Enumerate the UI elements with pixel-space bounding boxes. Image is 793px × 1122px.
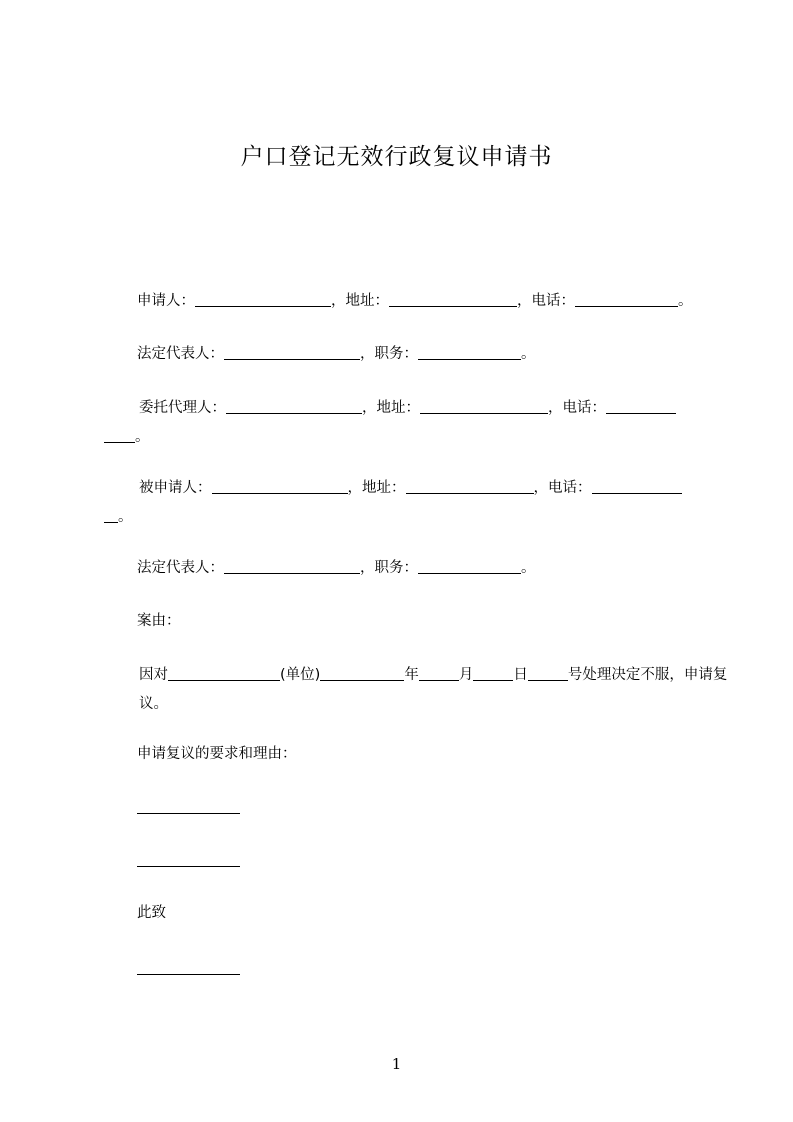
decision-authority-blank[interactable] [168, 664, 280, 681]
decision-year-blank[interactable] [320, 664, 404, 681]
day-label: 日 [513, 667, 528, 683]
agent-line [104, 394, 744, 423]
phone-label: ，电话： [517, 293, 575, 309]
address-label: ，地址： [362, 400, 420, 416]
legal-rep-label: 法定代表人： [137, 560, 224, 576]
address-label: ，地址： [331, 293, 389, 309]
decision-text: 号处理决定不服，申请复议。 [139, 667, 728, 712]
due-to-label: 因对 [139, 667, 168, 683]
agent-name-blank[interactable] [226, 397, 362, 414]
reasons-heading [104, 740, 742, 769]
phone-label: ，电话： [548, 400, 606, 416]
recipient-blank[interactable] [137, 974, 240, 975]
applicant-phone-blank[interactable] [575, 290, 678, 307]
agent-address-blank[interactable] [420, 397, 548, 414]
legal-rep-name-blank[interactable] [224, 343, 360, 360]
agent-line-cont [104, 423, 709, 452]
respondent-legal-rep-name-blank[interactable] [224, 557, 360, 574]
page-number: 1 [391, 1055, 402, 1073]
legal-rep-position-blank[interactable] [418, 343, 521, 360]
position-label: ，职务： [360, 346, 418, 362]
respondent-line [104, 474, 744, 503]
decision-number-blank[interactable] [528, 664, 568, 681]
cause-statement [104, 661, 744, 719]
respondent-phone-blank-cont[interactable] [104, 506, 118, 523]
reasons-blank-2[interactable] [137, 866, 240, 867]
salutation-line [104, 899, 742, 928]
period: 。 [521, 560, 536, 576]
legal-rep-line [104, 340, 742, 369]
agent-label: 委托代理人： [139, 400, 226, 416]
address-label: ，地址： [347, 480, 406, 496]
decision-month-blank[interactable] [419, 664, 459, 681]
applicant-address-blank[interactable] [389, 290, 517, 307]
respondent-legal-rep-position-blank[interactable] [418, 557, 521, 574]
cause-heading [104, 607, 742, 636]
document-title: 户口登记无效行政复议申请书 [240, 144, 553, 170]
agent-phone-blank[interactable] [606, 397, 676, 414]
decision-day-blank[interactable] [473, 664, 513, 681]
month-label: 月 [458, 667, 474, 683]
respondent-name-blank[interactable] [212, 477, 348, 494]
applicant-name-blank[interactable] [195, 290, 331, 307]
period: 。 [135, 429, 150, 445]
position-label: ，职务： [360, 560, 418, 576]
reasons-blank-1[interactable] [137, 813, 240, 814]
year-label: 年 [404, 667, 419, 683]
respondent-line-cont [104, 503, 709, 532]
applicant-line [104, 287, 742, 316]
period: 。 [118, 509, 133, 525]
respondent-phone-blank[interactable] [592, 477, 682, 494]
reasons-label: 申请复议的要求和理由： [137, 746, 297, 762]
unit-label: (单位) [280, 667, 321, 683]
period: 。 [678, 293, 693, 309]
applicant-label: 申请人： [137, 293, 195, 309]
legal-rep-label: 法定代表人： [137, 346, 224, 362]
respondent-label: 被申请人： [139, 480, 212, 496]
cause-label: 案由： [137, 613, 181, 629]
respondent-legal-rep-line [104, 554, 742, 583]
phone-label: ，电话： [533, 480, 592, 496]
respondent-address-blank[interactable] [406, 477, 534, 494]
agent-phone-blank-cont[interactable] [104, 426, 135, 443]
period: 。 [521, 346, 536, 362]
salutation-label: 此致 [137, 905, 166, 921]
